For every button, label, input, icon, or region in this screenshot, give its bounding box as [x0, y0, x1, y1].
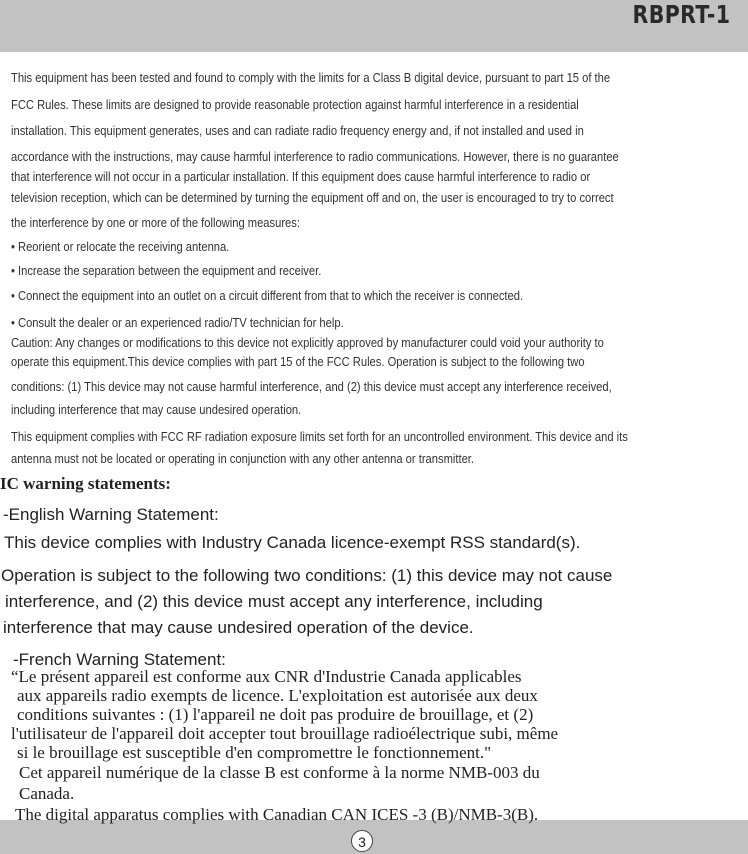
french-warning-line: l'utilisateur de l'appareil doit accepter tout brouillage radioélectrique subi, même [11, 724, 559, 743]
fcc-rf-line: This equipment complies with FCC RF radiation exposure limits set forth for an uncontrolled environment. This device and its [11, 429, 628, 444]
fcc-caution-line: operate this equipment.This device complies with part 15 of the FCC Rules. Operation is subject to the following two [11, 354, 585, 369]
french-warning-line: conditions suivantes : (1) l'appareil ne doit pas produire de brouillage, et (2) [17, 705, 534, 724]
french-warning-line: Cet appareil numérique de la classe B est conforme à la norme NMB-003 du [19, 763, 540, 782]
english-warning-label: -English Warning Statement: [3, 505, 219, 524]
french-warning-line: aux appareils radio exempts de licence. L'exploitation est autorisée aux deux [17, 686, 538, 705]
french-warning-line: “Le présent appareil est conforme aux CNR d'Industrie Canada applicables [11, 667, 522, 686]
fcc-caution-line: Caution: Any changes or modifications to this device not explicitly approved by manufacturer could void your authority to [11, 335, 604, 350]
fcc-bullet: • Connect the equipment into an outlet on a circuit different from that to which the receiver is connected. [11, 288, 524, 303]
fcc-line: television reception, which can be determined by turning the equipment off and on, the user is encouraged to try to correct [11, 190, 614, 205]
english-warning-line: Operation is subject to the following two conditions: (1) this device may not cause [1, 566, 613, 585]
french-warning-label: -French Warning Statement: [13, 650, 226, 669]
fcc-line: FCC Rules. These limits are designed to provide reasonable protection against harmful interference in a residential [11, 97, 579, 112]
ic-heading: IC warning statements: [0, 474, 171, 493]
fcc-caution-line: including interference that may cause undesired operation. [11, 402, 302, 417]
english-warning-line: interference that may cause undesired operation of the device. [3, 618, 474, 637]
fcc-line: This equipment has been tested and found to comply with the limits for a Class B digital device, pursuant to part 15 of the [11, 70, 611, 85]
ices-compliance-line: The digital apparatus complies with Canadian CAN ICES -3 (B)/NMB-3(B). [15, 805, 539, 824]
english-warning-line: interference, and (2) this device must accept any interference, including [5, 592, 543, 611]
fcc-line: accordance with the instructions, may cause harmful interference to radio communications. However, there is no guarantee [11, 149, 619, 164]
fcc-bullet: • Consult the dealer or an experienced radio/TV technician for help. [11, 315, 344, 330]
fcc-bullet: • Increase the separation between the equipment and receiver. [11, 263, 322, 278]
footer-bar [0, 820, 748, 854]
fcc-rf-line: antenna must not be located or operating in conjunction with any other antenna or transmitter. [11, 451, 475, 466]
fcc-line: that interference will not occur in a particular installation. If this equipment does cause harmful interference to radio or [11, 169, 591, 184]
french-warning-line: si le brouillage est susceptible d'en compromettre le fonctionnement." [17, 743, 492, 762]
fcc-caution-line: conditions: (1) This device may not cause harmful interference, and (2) this device must accept any interference received, [11, 379, 612, 394]
fcc-bullet: • Reorient or relocate the receiving antenna. [11, 239, 230, 254]
page-number: 3 [351, 830, 373, 852]
english-warning-line: This device complies with Industry Canada licence-exempt RSS standard(s). [4, 533, 581, 552]
fcc-line: installation. This equipment generates, uses and can radiate radio frequency energy and, if not installed and used in [11, 123, 584, 138]
french-warning-line: Canada. [19, 784, 75, 803]
model-name: RBPRT-1 [632, 0, 730, 29]
fcc-line: the interference by one or more of the following measures: [11, 215, 300, 230]
